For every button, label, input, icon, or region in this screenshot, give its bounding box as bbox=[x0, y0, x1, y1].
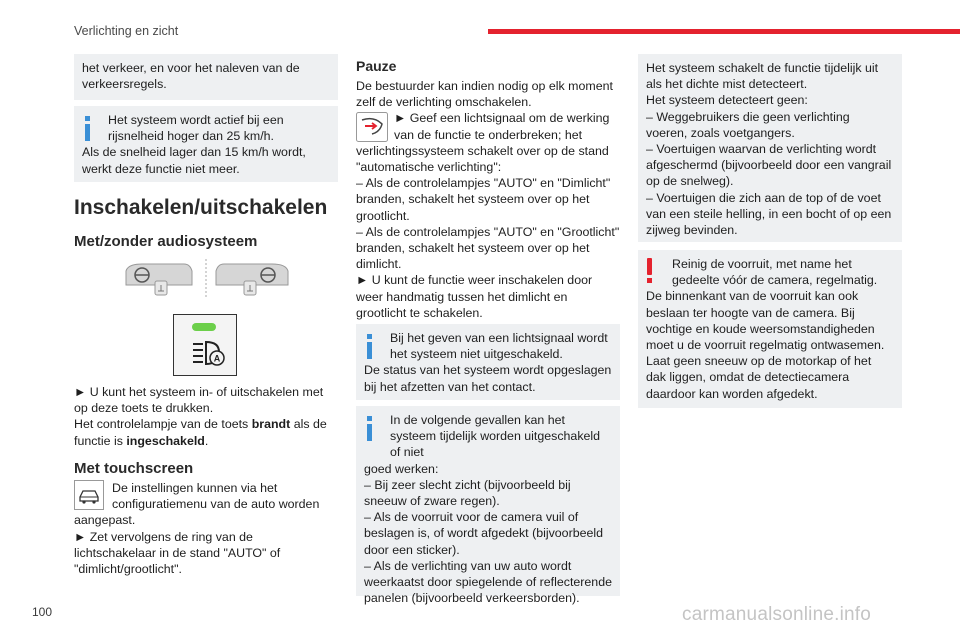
pause-text-block bbox=[356, 78, 620, 321]
note-box-top bbox=[74, 54, 338, 100]
info-icon bbox=[364, 416, 376, 442]
touch-text: aangepast. bbox=[74, 513, 136, 528]
heading-pauze: Pauze bbox=[356, 58, 397, 74]
warning-box-windscreen bbox=[638, 250, 902, 408]
info-box-light-signal bbox=[356, 324, 620, 400]
pause-para-2: ► U kunt de functie weer inschakelen door weer handmatig tussen het dimlicht en grootlicht te schakelen. bbox=[356, 273, 593, 320]
audio-para-1: ► U kunt het systeem in- of uitschakelen met op deze toets te drukken. bbox=[74, 385, 324, 416]
info-text: De status van het systeem wordt opgeslagen bij het afzetten van het contact. bbox=[364, 363, 612, 394]
warning-text: De binnenkant van de voorruit kan ook beslaan ter hoogte van de camera. Bij vochtige en koude weersomstandigheden moet u de voorruit regelmatig ontwasemen. Laat geen sneeuw op de motorkap of het dak liggen, omdat de detectiecamera daardoor kan worden afgedekt. bbox=[646, 289, 885, 401]
header-accent-bar bbox=[488, 29, 960, 34]
audio-para-2 bbox=[74, 416, 338, 448]
text-bold-ingeschakeld: ingeschakeld bbox=[126, 433, 205, 448]
touch-text-indented: De instellingen kunnen via het configuratiemenu van de auto worden bbox=[112, 481, 320, 512]
info-box-disabled-cases bbox=[356, 406, 620, 606]
note-item-3: – Voertuigen die zich aan de top of de voet van een steile helling, in een bocht of op een zijweg bevinden. bbox=[646, 190, 892, 238]
pause-text-indented: ► Geef een lichtsignaal om de werking van de functie te onderbreken; het bbox=[394, 111, 610, 142]
audio-instructions bbox=[74, 384, 338, 449]
info-box-activation bbox=[74, 106, 338, 182]
heading-audiosysteem: Met/zonder audiosysteem bbox=[74, 233, 258, 250]
watermark: carmanualsonline.info bbox=[682, 604, 872, 625]
note-item-1: – Weggebruikers die geen verlichting voeren, zoals voetgangers. bbox=[646, 109, 850, 140]
note-para-2: Het systeem detecteert geen: bbox=[646, 93, 808, 108]
info-item-3: – Als de verlichting van uw auto wordt weerkaatst door spiegelende of reflecterende panelen (bijvoorbeeld verkeersborden). bbox=[364, 558, 612, 606]
touchscreen-instructions bbox=[74, 480, 338, 577]
info-text-indented: Het systeem wordt actief bij een rijsnelheid hoger dan 25 km/h. bbox=[108, 113, 284, 144]
info-text-indented: Bij het geven van een lichtsignaal wordt het systeem niet uitgeschakeld. bbox=[390, 331, 608, 362]
warning-icon bbox=[644, 258, 654, 284]
headlamp-flash-icon bbox=[356, 112, 388, 142]
text-bold-brandt: brandt bbox=[251, 417, 291, 432]
info-item-2: – Als de voorruit voor de camera vuil of beslagen is, of wordt afgedekt (bijvoorbeeld door een sticker). bbox=[364, 510, 604, 557]
note-box-detection bbox=[638, 54, 902, 242]
info-icon bbox=[82, 116, 94, 142]
text-run: . bbox=[204, 433, 209, 448]
info-text: Als de snelheid lager dan 15 km/h wordt, werkt deze functie niet meer. bbox=[82, 145, 306, 176]
page-number: 100 bbox=[32, 605, 53, 619]
info-item-1: – Bij zeer slecht zicht (bijvoorbeeld bij sneeuw of zware regen). bbox=[364, 477, 571, 509]
text-run: als de functie is bbox=[74, 417, 327, 448]
note-item-2: – Voertuigen waarvan de verlichting wordt afgeschermd (bijvoorbeeld door een vangrail op de snelweg). bbox=[646, 142, 892, 189]
pause-text: verlichtingssysteem schakelt over op de stand "automatische verlichting": bbox=[356, 143, 609, 175]
info-text-indented: In de volgende gevallen kan het systeem tijdelijk worden uitgeschakeld of niet bbox=[390, 413, 601, 460]
heading-inschakelen: Inschakelen/uitschakelen bbox=[74, 196, 328, 219]
note-text: het verkeer, en voor het naleven van de verkeersregels. bbox=[82, 61, 300, 92]
info-text: goed werken: bbox=[364, 461, 439, 476]
pause-item-2: – Als de controlelampjes "AUTO" en "Grootlicht" branden, schakelt het systeem over op het dimlicht. bbox=[356, 224, 620, 272]
auto-high-beam-button-illustration bbox=[173, 314, 237, 376]
touch-para-2: ► Zet vervolgens de ring van de lichtschakelaar in de stand "AUTO" of "dimlicht/grootlicht". bbox=[74, 529, 281, 577]
pause-para-1: De bestuurder kan indien nodig op elk moment zelf de verlichting omschakelen. bbox=[356, 79, 613, 110]
section-title: Verlichting en zicht bbox=[74, 24, 179, 38]
svg-text:A: A bbox=[213, 353, 221, 364]
pause-item-1: – Als de controlelampjes "AUTO" en "Dimlicht" branden, schakelt het systeem over op het grootlicht. bbox=[356, 176, 611, 223]
warning-text-indented: Reinig de voorruit, met name het gedeelte vóór de camera, regelmatig. bbox=[672, 257, 878, 288]
note-para-1: Het systeem schakelt de functie tijdelijk uit als het dichte mist detecteert. bbox=[646, 61, 879, 92]
info-icon bbox=[364, 334, 376, 360]
steering-wheel-buttons-illustration bbox=[120, 257, 295, 303]
heading-touchscreen: Met touchscreen bbox=[74, 460, 194, 477]
text-run: Het controlelampje van de toets bbox=[74, 417, 252, 432]
